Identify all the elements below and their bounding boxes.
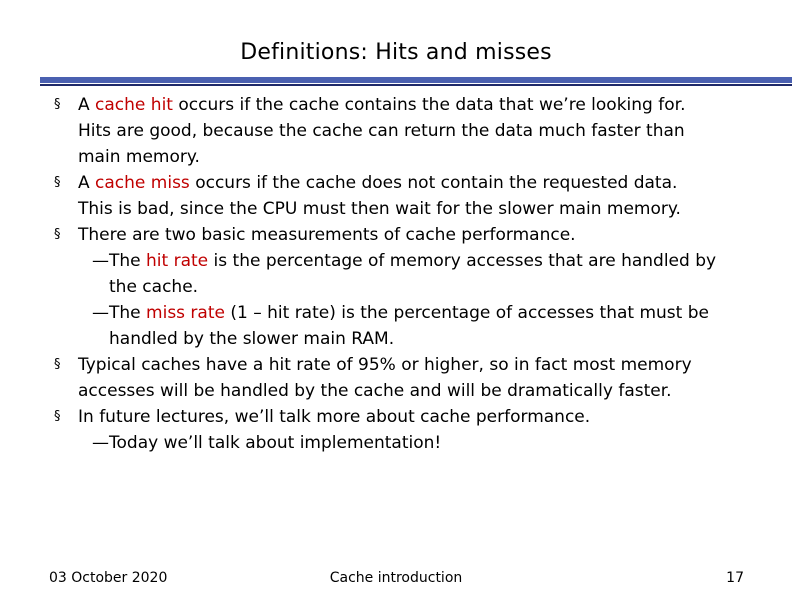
term-miss-rate: miss rate <box>146 303 225 323</box>
sub-3-1-post: is the percentage of memory accesses that are handled by <box>208 251 717 271</box>
sub-3-2-pre: The <box>109 303 147 323</box>
bullet-5-marker: § <box>54 409 61 424</box>
bullet-4-marker: § <box>54 357 61 372</box>
bullet-2-line-2: This is bad, since the CPU must then wait for the slower main memory. <box>78 199 681 219</box>
bullet-4-line-1: Typical caches have a hit rate of 95% or higher, so in fact most memory <box>78 355 692 375</box>
term-hit-rate: hit rate <box>146 251 209 271</box>
slide-body <box>0 92 792 472</box>
bullet-1-line-2: Hits are good, because the cache can return the data much faster than <box>78 121 685 141</box>
sub-bullet-3-2-marker: — <box>92 303 109 323</box>
sub-3-2-post: (1 – hit rate) is the percentage of accesses that must be <box>224 303 709 323</box>
bullet-1-marker: § <box>54 97 61 112</box>
term-cache-hit: cache hit <box>95 95 173 115</box>
bullet-3-line-1: There are two basic measurements of cache performance. <box>78 225 576 245</box>
footer-date: 03 October 2020 <box>49 570 168 586</box>
bullet-2-marker: § <box>54 175 61 190</box>
bullet-2-line-1 <box>78 170 677 196</box>
bullet-1-line-1 <box>78 92 685 118</box>
term-cache-miss: cache miss <box>95 173 190 193</box>
sub-bullet-3-1-line-2: the cache. <box>109 277 199 297</box>
sub-bullet-3-1-line-1 <box>109 248 716 274</box>
sub-bullet-5-1-line-1: Today we’ll talk about implementation! <box>109 433 442 453</box>
sub-bullet-3-2-line-1 <box>109 300 709 326</box>
title-underline <box>40 77 792 83</box>
footer-page-number: 17 <box>726 570 744 586</box>
footer-title: Cache introduction <box>329 570 463 586</box>
bullet-2-post: occurs if the cache does not contain the requested data. <box>189 173 678 193</box>
bullet-2-pre: A <box>78 173 96 193</box>
bullet-5-line-1: In future lectures, we’ll talk more about cache performance. <box>78 407 591 427</box>
slide-title: Definitions: Hits and misses <box>240 40 552 65</box>
sub-bullet-3-2-line-2: handled by the slower main RAM. <box>109 329 395 349</box>
bullet-4-line-2: accesses will be handled by the cache and will be dramatically faster. <box>78 381 672 401</box>
sub-bullet-5-1-marker: — <box>92 433 109 453</box>
bullet-1-post: occurs if the cache contains the data that we’re looking for. <box>172 95 686 115</box>
sub-3-1-pre: The <box>109 251 147 271</box>
bullet-1-line-3: main memory. <box>78 147 200 167</box>
sub-bullet-3-1-marker: — <box>92 251 109 271</box>
bullet-3-marker: § <box>54 227 61 242</box>
bullet-1-pre: A <box>78 95 96 115</box>
title-underline-shadow <box>40 84 792 86</box>
